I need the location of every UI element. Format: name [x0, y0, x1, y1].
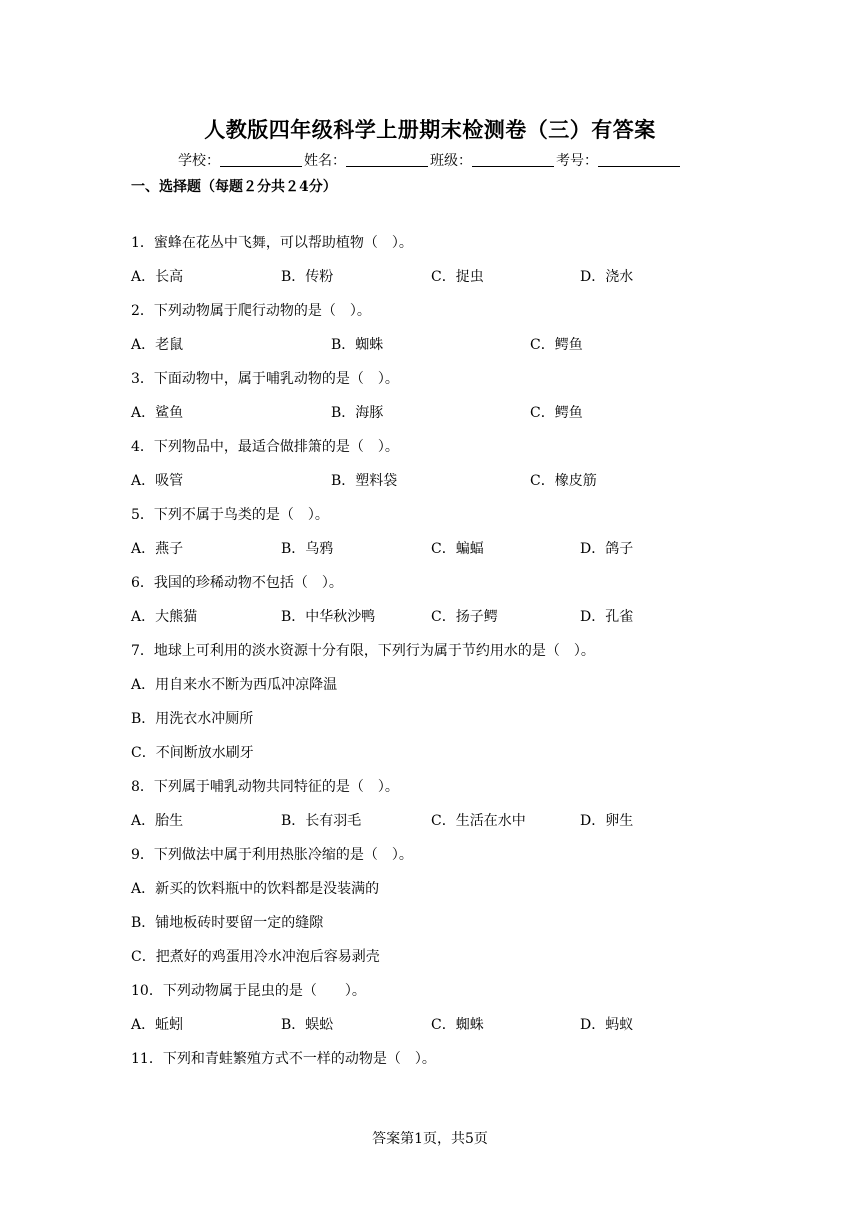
exam-number-blank[interactable]	[598, 152, 680, 167]
name-blank[interactable]	[346, 152, 428, 167]
section-heading: 一、选择题（每题２分共２4分）	[131, 179, 337, 195]
question-option: C．蜘蛛	[431, 1017, 484, 1033]
question-stem: 2．下列动物属于爬行动物的是（ ）。	[131, 303, 371, 319]
school-label: 学校：	[178, 153, 220, 169]
question-stem: 6．我国的珍稀动物不包括（ ）。	[131, 575, 343, 591]
question-option: D．浇水	[580, 269, 634, 285]
question-option: B．蜈蚣	[281, 1017, 334, 1033]
question-stem: 5．下列不属于鸟类的是（ ）。	[131, 507, 329, 523]
question-option: B．长有羽毛	[281, 813, 362, 829]
question-option: C．生活在水中	[431, 813, 526, 829]
page-footer: 答案第1页，共5页	[372, 1131, 488, 1147]
question-option: B．铺地板砖时要留一定的缝隙	[131, 915, 324, 931]
question-option: B．乌鸦	[281, 541, 334, 557]
question-option: A．鲨鱼	[131, 405, 184, 421]
question-option: A．大熊猫	[131, 609, 198, 625]
question-option: D．鸽子	[580, 541, 634, 557]
question-option: A．长高	[131, 269, 184, 285]
question-option: C．不间断放水刷牙	[131, 745, 254, 761]
question-option: B．蜘蛛	[331, 337, 384, 353]
question-option: B．塑料袋	[331, 473, 398, 489]
question-stem: 1．蜜蜂在花丛中飞舞，可以帮助植物（ ）。	[131, 235, 413, 251]
question-option: C．鳄鱼	[530, 405, 583, 421]
question-option: D．卵生	[580, 813, 634, 829]
question-stem: 8．下列属于哺乳动物共同特征的是（ ）。	[131, 779, 399, 795]
document-title: 人教版四年级科学上册期末检测卷（三）有答案	[204, 117, 656, 142]
question-option: A．新买的饮料瓶中的饮料都是没装满的	[131, 881, 380, 897]
question-option: A．燕子	[131, 541, 184, 557]
question-option: C．扬子鳄	[431, 609, 498, 625]
student-info-line	[178, 150, 682, 170]
exam-number-label: 考号：	[556, 153, 598, 169]
question-stem: 3．下面动物中，属于哺乳动物的是（ ）。	[131, 371, 399, 387]
question-option: A．老鼠	[131, 337, 184, 353]
question-stem: 9．下列做法中属于利用热胀冷缩的是（ ）。	[131, 847, 413, 863]
class-blank[interactable]	[472, 152, 554, 167]
school-blank[interactable]	[220, 152, 302, 167]
question-stem: 11．下列和青蛙繁殖方式不一样的动物是（ ）。	[131, 1051, 436, 1067]
question-option: C．把煮好的鸡蛋用冷水冲泡后容易剥壳	[131, 949, 380, 965]
question-option: C．橡皮筋	[530, 473, 597, 489]
class-label: 班级：	[430, 153, 472, 169]
question-option: A．胎生	[131, 813, 184, 829]
name-label: 姓名：	[304, 153, 346, 169]
question-stem: 7．地球上可利用的淡水资源十分有限，下列行为属于节约用水的是（ ）。	[131, 643, 595, 659]
question-option: C．蝙蝠	[431, 541, 484, 557]
question-option: C．捉虫	[431, 269, 484, 285]
question-option: D．蚂蚁	[580, 1017, 634, 1033]
question-option: C．鳄鱼	[530, 337, 583, 353]
question-option: B．海豚	[331, 405, 384, 421]
question-option: A．吸管	[131, 473, 184, 489]
question-option: A．蚯蚓	[131, 1017, 184, 1033]
question-option: A．用自来水不断为西瓜冲凉降温	[131, 677, 338, 693]
question-stem: 10．下列动物属于昆虫的是（ ）。	[131, 983, 366, 999]
question-option: B．用洗衣水冲厕所	[131, 711, 254, 727]
question-option: B．传粉	[281, 269, 334, 285]
question-option: B．中华秋沙鸭	[281, 609, 376, 625]
question-option: D．孔雀	[580, 609, 634, 625]
question-stem: 4．下列物品中，最适合做排箫的是（ ）。	[131, 439, 399, 455]
